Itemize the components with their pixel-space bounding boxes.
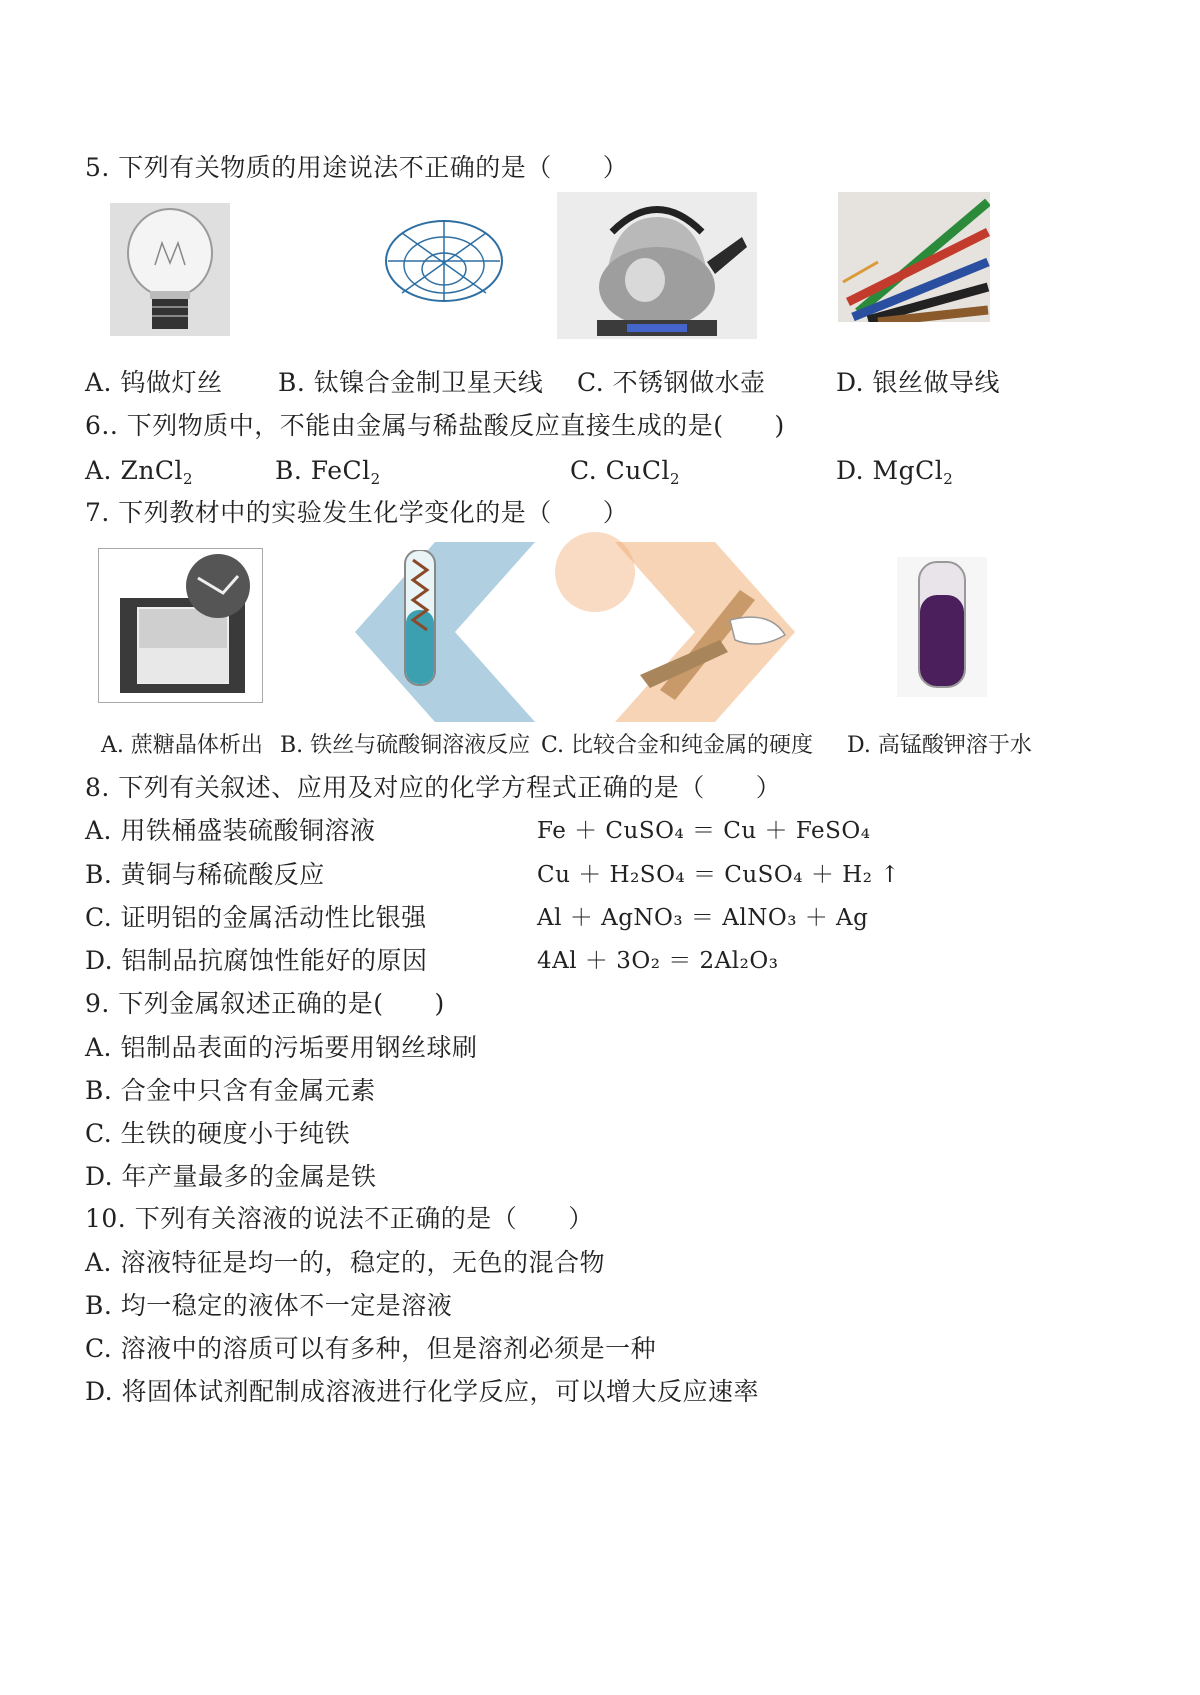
light-bulb-image <box>110 203 230 336</box>
permanganate-tube-image <box>897 557 987 697</box>
q7-caption-d: D. 高锰酸钾溶于水 <box>847 733 1032 758</box>
q6-option-a: A. ZnCl$_2$ <box>85 456 194 488</box>
q8-equation-b: Cu ＋ H₂SO₄ ＝ CuSO₄ ＋ H₂ ↑ <box>537 862 900 888</box>
q9-option-d: D. 年产量最多的金属是铁 <box>85 1162 377 1191</box>
q8-option-c: C. 证明铝的金属活动性比银强 <box>85 903 427 932</box>
test-tube-iron-wire-image <box>395 550 445 695</box>
q8-equation-c: Al ＋ AgNO₃ ＝ AlNO₃ ＋ Ag <box>537 905 869 931</box>
q8-option-d: D. 铝制品抗腐蚀性能好的原因 <box>85 946 428 975</box>
wires-image <box>838 192 990 322</box>
q10-option-a: A. 溶液特征是均一的，稳定的，无色的混合物 <box>85 1248 605 1277</box>
satellite-antenna-image <box>382 213 507 313</box>
q8-equation-a: Fe ＋ CuSO₄ ＝ Cu ＋ FeSO₄ <box>537 818 871 844</box>
kettle-image <box>557 192 757 339</box>
q5-option-c: C. 不锈钢做水壶 <box>577 368 766 397</box>
q6-option-c: C. CuCl$_2$ <box>570 456 681 488</box>
q8-option-a: A. 用铁桶盛装硫酸铜溶液 <box>85 816 376 845</box>
q5-option-b: B. 钛镍合金制卫星天线 <box>278 368 544 397</box>
q6-option-d: D. MgCl$_2$ <box>836 456 954 488</box>
sugar-crystal-image <box>98 548 263 703</box>
q5-option-a: A. 钨做灯丝 <box>85 368 223 397</box>
q9-option-c: C. 生铁的硬度小于纯铁 <box>85 1119 351 1148</box>
q8-option-b: B. 黄铜与稀硫酸反应 <box>85 860 325 889</box>
q7-caption-c: C. 比较合金和纯金属的硬度 <box>541 733 814 758</box>
q10-option-b: B. 均一稳定的液体不一定是溶液 <box>85 1291 453 1320</box>
q5-stem: 5. 下列有关物质的用途说法不正确的是（ ） <box>85 153 629 182</box>
q7-caption-b: B. 铁丝与硫酸铜溶液反应 <box>280 733 531 758</box>
q9-option-b: B. 合金中只含有金属元素 <box>85 1076 376 1105</box>
q5-option-d: D. 银丝做导线 <box>836 368 1001 397</box>
q9-option-a: A. 铝制品表面的污垢要用钢丝球刷 <box>85 1033 478 1062</box>
q6-option-b: B. FeCl$_2$ <box>275 456 381 488</box>
q10-option-d: D. 将固体试剂配制成溶液进行化学反应，可以增大反应速率 <box>85 1377 760 1406</box>
q8-equation-d: 4Al ＋ 3O₂ ＝ 2Al₂O₃ <box>537 948 779 974</box>
hardness-compare-image <box>620 580 790 700</box>
q6-stem: 6.. 下列物质中，不能由金属与稀盐酸反应直接生成的是( ) <box>85 411 785 440</box>
q7-caption-a: A. 蔗糖晶体析出 <box>101 733 263 758</box>
q7-stem: 7. 下列教材中的实验发生化学变化的是（ ） <box>85 498 629 527</box>
q10-option-c: C. 溶液中的溶质可以有多种，但是溶剂必须是一种 <box>85 1334 657 1363</box>
q9-stem: 9. 下列金属叙述正确的是( ) <box>85 989 445 1018</box>
q10-stem: 10. 下列有关溶液的说法不正确的是（ ） <box>85 1204 594 1233</box>
q8-stem: 8. 下列有关叙述、应用及对应的化学方程式正确的是（ ） <box>85 773 782 802</box>
